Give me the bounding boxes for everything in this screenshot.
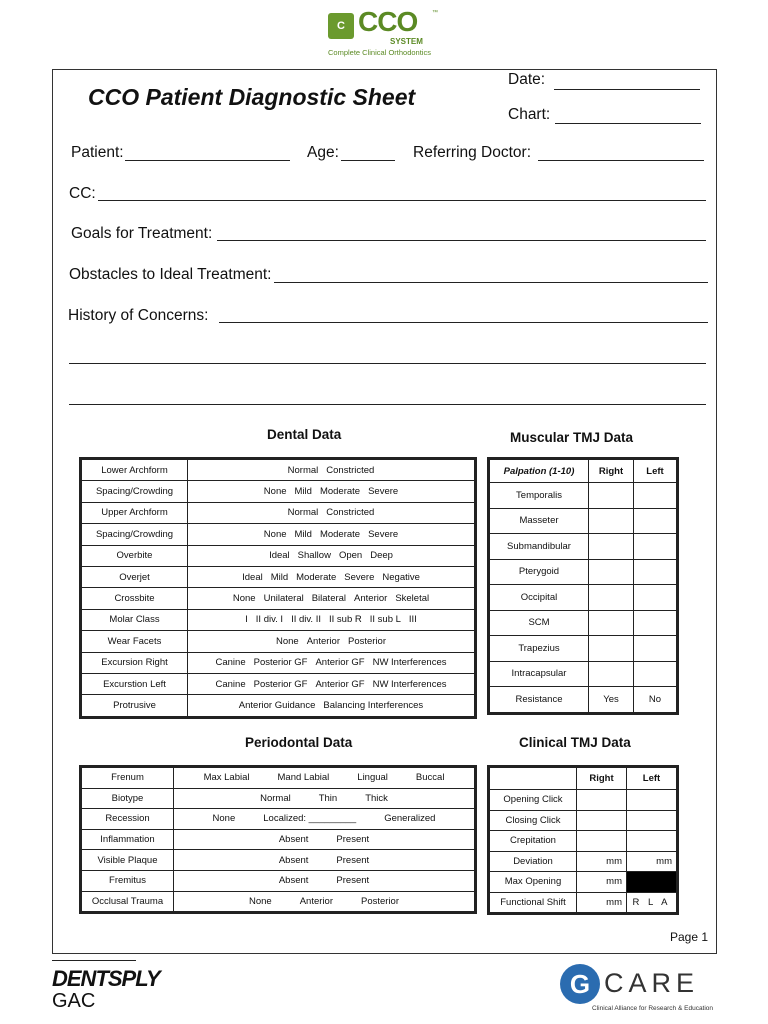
dental-row-options	[188, 631, 475, 652]
palpation-header: Palpation (1-10)	[490, 460, 589, 483]
resistance-no[interactable]: No	[634, 687, 677, 713]
obstacles-field[interactable]	[274, 282, 708, 283]
periodontal-row	[82, 809, 475, 830]
periodontal-data-title: Periodontal Data	[245, 735, 353, 750]
muscular-header-row	[490, 460, 677, 483]
dental-row-options	[188, 566, 475, 587]
periodontal-option[interactable]: Max Labial	[203, 772, 250, 784]
dental-option[interactable]: Deep	[370, 550, 393, 562]
clinical-row	[490, 892, 677, 913]
dental-row-label: Upper Archform	[82, 502, 188, 523]
periodontal-option[interactable]: Present	[336, 834, 370, 846]
muscle-label: Submandibular	[490, 534, 589, 560]
dental-option[interactable]: II div. I	[255, 614, 284, 626]
dental-row-label: Crossbite	[82, 588, 188, 609]
dental-option[interactable]: Balancing Interferences	[323, 699, 424, 711]
clinical-right-cell[interactable]	[577, 790, 627, 811]
muscle-label: SCM	[490, 610, 589, 636]
clinical-left-cell[interactable]	[627, 810, 677, 831]
periodontal-row-options	[174, 850, 475, 871]
dental-option[interactable]: Constricted	[326, 507, 375, 519]
dental-option[interactable]: Mild	[294, 528, 312, 540]
cc-field[interactable]	[98, 200, 706, 201]
clinical-right-cell[interactable]: mm	[577, 851, 627, 872]
muscular-tmj-table	[489, 459, 677, 713]
dentsply-rule	[52, 960, 136, 961]
dental-row	[82, 609, 475, 630]
dental-option[interactable]: Ideal	[242, 571, 263, 583]
muscle-right-cell[interactable]	[589, 610, 634, 636]
clinical-row-label: Deviation	[490, 851, 577, 872]
dental-row	[82, 502, 475, 523]
periodontal-row-options	[174, 829, 475, 850]
dental-option[interactable]: Anterior GF	[315, 678, 365, 690]
dental-row-options	[188, 652, 475, 673]
patient-field[interactable]	[125, 160, 290, 161]
dental-option[interactable]: None	[263, 486, 287, 498]
clinical-row	[490, 790, 677, 811]
periodontal-data-table	[81, 767, 475, 912]
dental-option[interactable]: III	[408, 614, 417, 626]
dental-option[interactable]: Anterior	[306, 635, 340, 647]
clinical-tmj-table	[489, 767, 677, 913]
clinical-row-label: Max Opening	[490, 872, 577, 893]
form-title: CCO Patient Diagnostic Sheet	[88, 84, 416, 110]
dental-option[interactable]: None	[232, 593, 256, 605]
dental-data-table	[81, 459, 475, 717]
periodontal-option[interactable]: Thin	[318, 792, 338, 804]
clinical-row-label: Functional Shift	[490, 892, 577, 913]
dental-row-label: Spacing/Crowding	[82, 481, 188, 502]
dental-row	[82, 588, 475, 609]
dental-row-label: Wear Facets	[82, 631, 188, 652]
periodontal-row-label: Fremitus	[82, 870, 174, 891]
dental-option[interactable]: Normal	[287, 464, 319, 476]
dental-row	[82, 673, 475, 694]
muscular-row	[490, 559, 677, 585]
dental-option[interactable]: II div. II	[291, 614, 321, 626]
cco-logo-mark: C	[328, 13, 354, 39]
muscle-label: Occipital	[490, 585, 589, 611]
periodontal-row-options	[174, 870, 475, 891]
clinical-right-cell[interactable]: mm	[577, 892, 627, 913]
muscle-left-cell[interactable]	[634, 585, 677, 611]
right-header: Right	[577, 768, 627, 790]
chart-field[interactable]	[555, 123, 701, 124]
cco-logo-tm: ™	[432, 10, 438, 16]
muscle-label: Masseter	[490, 508, 589, 534]
dental-option[interactable]: Canine	[215, 678, 246, 690]
dental-option[interactable]: Severe	[368, 528, 399, 540]
dental-option[interactable]: Posterior GF	[253, 678, 308, 690]
periodontal-row	[82, 829, 475, 850]
dental-option[interactable]: II sub L	[369, 614, 401, 626]
page-number: Page 1	[670, 930, 709, 944]
periodontal-option[interactable]: None	[212, 813, 236, 825]
periodontal-option[interactable]: Generalized	[384, 813, 436, 825]
dental-row-options	[188, 524, 475, 545]
clinical-row-label: Crepitation	[490, 831, 577, 852]
clinical-header-row	[490, 768, 677, 790]
clinical-tmj-title: Clinical TMJ Data	[519, 735, 631, 750]
muscular-tmj-title: Muscular TMJ Data	[510, 430, 634, 445]
dental-option[interactable]: Severe	[368, 486, 399, 498]
dental-row-options	[188, 545, 475, 566]
dental-option[interactable]: Open	[338, 550, 363, 562]
dental-row-options	[188, 502, 475, 523]
dental-option[interactable]: None	[263, 528, 287, 540]
dental-row-label: Protrusive	[82, 695, 188, 716]
gcare-logo	[560, 962, 720, 1020]
clinical-left-cell[interactable]: mm	[627, 851, 677, 872]
date-field[interactable]	[554, 89, 700, 90]
clinical-row-label: Closing Click	[490, 810, 577, 831]
dental-row	[82, 695, 475, 716]
muscle-right-cell[interactable]	[589, 559, 634, 585]
periodontal-option[interactable]: Anterior	[299, 895, 333, 907]
age-field[interactable]	[341, 160, 395, 161]
clinical-right-cell[interactable]	[577, 810, 627, 831]
dental-row	[82, 481, 475, 502]
cco-logo-system: SYSTEM	[390, 37, 423, 46]
clinical-left-cell[interactable]: R L A	[627, 892, 677, 913]
dental-option[interactable]: NW Interferences	[372, 678, 447, 690]
dentsply-name: DENTSPLY	[52, 966, 160, 991]
muscle-left-cell[interactable]	[634, 661, 677, 687]
history-extra-line[interactable]	[69, 363, 706, 364]
periodontal-option[interactable]: Present	[336, 854, 370, 866]
periodontal-option[interactable]: Localized: _________	[263, 813, 357, 825]
periodontal-option[interactable]: Absent	[278, 834, 309, 846]
dental-option[interactable]: Anterior GF	[315, 657, 365, 669]
clinical-row	[490, 851, 677, 872]
dental-option[interactable]: Moderate	[296, 571, 337, 583]
dental-option[interactable]: Skeletal	[395, 593, 430, 605]
muscle-right-cell[interactable]	[589, 483, 634, 509]
dental-option[interactable]: Mild	[294, 486, 312, 498]
periodontal-row-options	[174, 809, 475, 830]
resistance-row	[490, 687, 677, 713]
gcare-mark: G	[560, 964, 600, 1004]
clinical-row	[490, 872, 677, 893]
obstacles-label: Obstacles to Ideal Treatment:	[69, 266, 272, 283]
periodontal-option[interactable]: Thick	[365, 792, 388, 804]
periodontal-option[interactable]: Lingual	[357, 772, 388, 784]
dental-option[interactable]: Posterior GF	[253, 657, 308, 669]
periodontal-option[interactable]: Normal	[260, 792, 291, 804]
muscular-row	[490, 508, 677, 534]
dental-option[interactable]: Unilateral	[263, 593, 304, 605]
dental-row-label: Spacing/Crowding	[82, 524, 188, 545]
dental-row-options	[188, 609, 475, 630]
dental-row	[82, 524, 475, 545]
dental-option[interactable]: I	[245, 614, 248, 626]
dental-option[interactable]: Mild	[270, 571, 289, 583]
muscle-label: Temporalis	[490, 483, 589, 509]
muscle-right-cell[interactable]	[589, 534, 634, 560]
muscle-right-cell[interactable]	[589, 636, 634, 662]
clinical-right-cell[interactable]: mm	[577, 872, 627, 893]
muscle-left-cell[interactable]	[634, 559, 677, 585]
dental-row-label: Overbite	[82, 545, 188, 566]
muscle-right-cell[interactable]	[589, 585, 634, 611]
clinical-left-cell[interactable]	[627, 831, 677, 852]
periodontal-option[interactable]: Absent	[278, 875, 309, 887]
dental-option[interactable]: Negative	[382, 571, 420, 583]
muscle-right-cell[interactable]	[589, 661, 634, 687]
dentsply-gac-logo	[52, 960, 160, 1012]
dental-row	[82, 566, 475, 587]
muscle-left-cell[interactable]	[634, 610, 677, 636]
muscle-left-cell[interactable]	[634, 636, 677, 662]
periodontal-option[interactable]: None	[249, 895, 272, 907]
resistance-yes[interactable]: Yes	[589, 687, 634, 713]
dental-row	[82, 545, 475, 566]
cco-logo-brand: CCO	[358, 6, 418, 37]
muscle-right-cell[interactable]	[589, 508, 634, 534]
dental-row	[82, 652, 475, 673]
muscular-row	[490, 661, 677, 687]
clinical-row	[490, 810, 677, 831]
dental-row-label: Lower Archform	[82, 460, 188, 481]
periodontal-row	[82, 891, 475, 912]
dental-option[interactable]: Moderate	[319, 528, 361, 540]
clinical-right-cell[interactable]	[577, 831, 627, 852]
periodontal-row-label: Occlusal Trauma	[82, 891, 174, 912]
dental-row-label: Overjet	[82, 566, 188, 587]
dental-option[interactable]: II sub R	[329, 614, 362, 626]
periodontal-option[interactable]: Mand Labial	[277, 772, 330, 784]
clinical-left-cell[interactable]	[627, 790, 677, 811]
goals-field[interactable]	[217, 240, 706, 241]
dental-option[interactable]: Shallow	[297, 550, 331, 562]
muscle-label: Intracapsular	[490, 661, 589, 687]
date-label: Date:	[508, 71, 546, 88]
dental-row	[82, 631, 475, 652]
periodontal-row	[82, 850, 475, 871]
periodontal-row-options	[174, 768, 475, 789]
dental-option[interactable]: Posterior	[347, 635, 386, 647]
cco-system-logo	[328, 6, 440, 60]
muscle-label: Pterygoid	[490, 559, 589, 585]
history-field[interactable]	[219, 322, 708, 323]
periodontal-option[interactable]: Present	[336, 875, 370, 887]
dental-option[interactable]: Bilateral	[311, 593, 347, 605]
dentsply-gac: GAC	[52, 990, 96, 1012]
referring-doctor-field[interactable]	[538, 160, 704, 161]
muscular-row	[490, 483, 677, 509]
periodontal-row	[82, 870, 475, 891]
dental-row-options	[188, 673, 475, 694]
dental-row-options	[188, 481, 475, 502]
periodontal-option[interactable]: Posterior	[360, 895, 399, 907]
periodontal-row-label: Inflammation	[82, 829, 174, 850]
dental-option[interactable]: Moderate	[319, 486, 361, 498]
clinical-row-label: Opening Click	[490, 790, 577, 811]
dental-option[interactable]: Ideal	[269, 550, 290, 562]
gcare-word: CARE	[604, 968, 700, 998]
muscular-row	[490, 534, 677, 560]
clinical-left-cell[interactable]	[627, 872, 677, 893]
chart-label: Chart:	[508, 106, 551, 123]
clinical-row	[490, 831, 677, 852]
cco-logo-tagline: Complete Clinical Orthodontics	[328, 48, 431, 57]
resistance-label: Resistance	[490, 687, 589, 713]
periodontal-option[interactable]: Absent	[278, 854, 309, 866]
muscle-label: Trapezius	[490, 636, 589, 662]
clinical-header-blank	[490, 768, 577, 790]
dental-row-options	[188, 588, 475, 609]
muscle-left-cell[interactable]	[634, 534, 677, 560]
periodontal-row	[82, 788, 475, 809]
dental-row-label: Excurstion Left	[82, 673, 188, 694]
patient-label: Patient:	[71, 144, 124, 161]
dental-option[interactable]: None	[276, 635, 299, 647]
periodontal-option[interactable]: Buccal	[415, 772, 445, 784]
muscular-row	[490, 585, 677, 611]
history-label: History of Concerns:	[68, 307, 209, 324]
right-header: Right	[589, 460, 634, 483]
dental-row-options	[188, 460, 475, 481]
goals-label: Goals for Treatment:	[71, 225, 213, 242]
periodontal-row	[82, 768, 475, 789]
dental-option[interactable]: Constricted	[326, 464, 375, 476]
dental-option[interactable]: Anterior	[354, 593, 388, 605]
left-header: Left	[627, 768, 677, 790]
muscular-row	[490, 610, 677, 636]
muscular-row	[490, 636, 677, 662]
history-extra-line[interactable]	[69, 404, 706, 405]
dental-option[interactable]: Normal	[287, 507, 319, 519]
periodontal-row-options	[174, 788, 475, 809]
muscle-left-cell[interactable]	[634, 508, 677, 534]
dental-row-label: Molar Class	[82, 609, 188, 630]
periodontal-row-label: Visible Plaque	[82, 850, 174, 871]
dental-data-title: Dental Data	[267, 427, 342, 442]
cc-label: CC:	[69, 185, 96, 202]
dental-row-options	[188, 695, 475, 716]
referring-doctor-label: Referring Doctor:	[413, 144, 532, 161]
left-header: Left	[634, 460, 677, 483]
gcare-tagline: Clinical Alliance for Research & Education	[592, 1005, 714, 1012]
dental-row	[82, 460, 475, 481]
dental-option[interactable]: NW Interferences	[372, 657, 447, 669]
dental-row-label: Excursion Right	[82, 652, 188, 673]
dental-option[interactable]: Anterior Guidance	[238, 699, 316, 711]
periodontal-row-label: Biotype	[82, 788, 174, 809]
age-label: Age:	[307, 144, 339, 161]
periodontal-row-label: Recession	[82, 809, 174, 830]
periodontal-row-options	[174, 891, 475, 912]
muscle-left-cell[interactable]	[634, 483, 677, 509]
dental-option[interactable]: Canine	[215, 657, 246, 669]
dental-option[interactable]: Severe	[344, 571, 375, 583]
periodontal-row-label: Frenum	[82, 768, 174, 789]
